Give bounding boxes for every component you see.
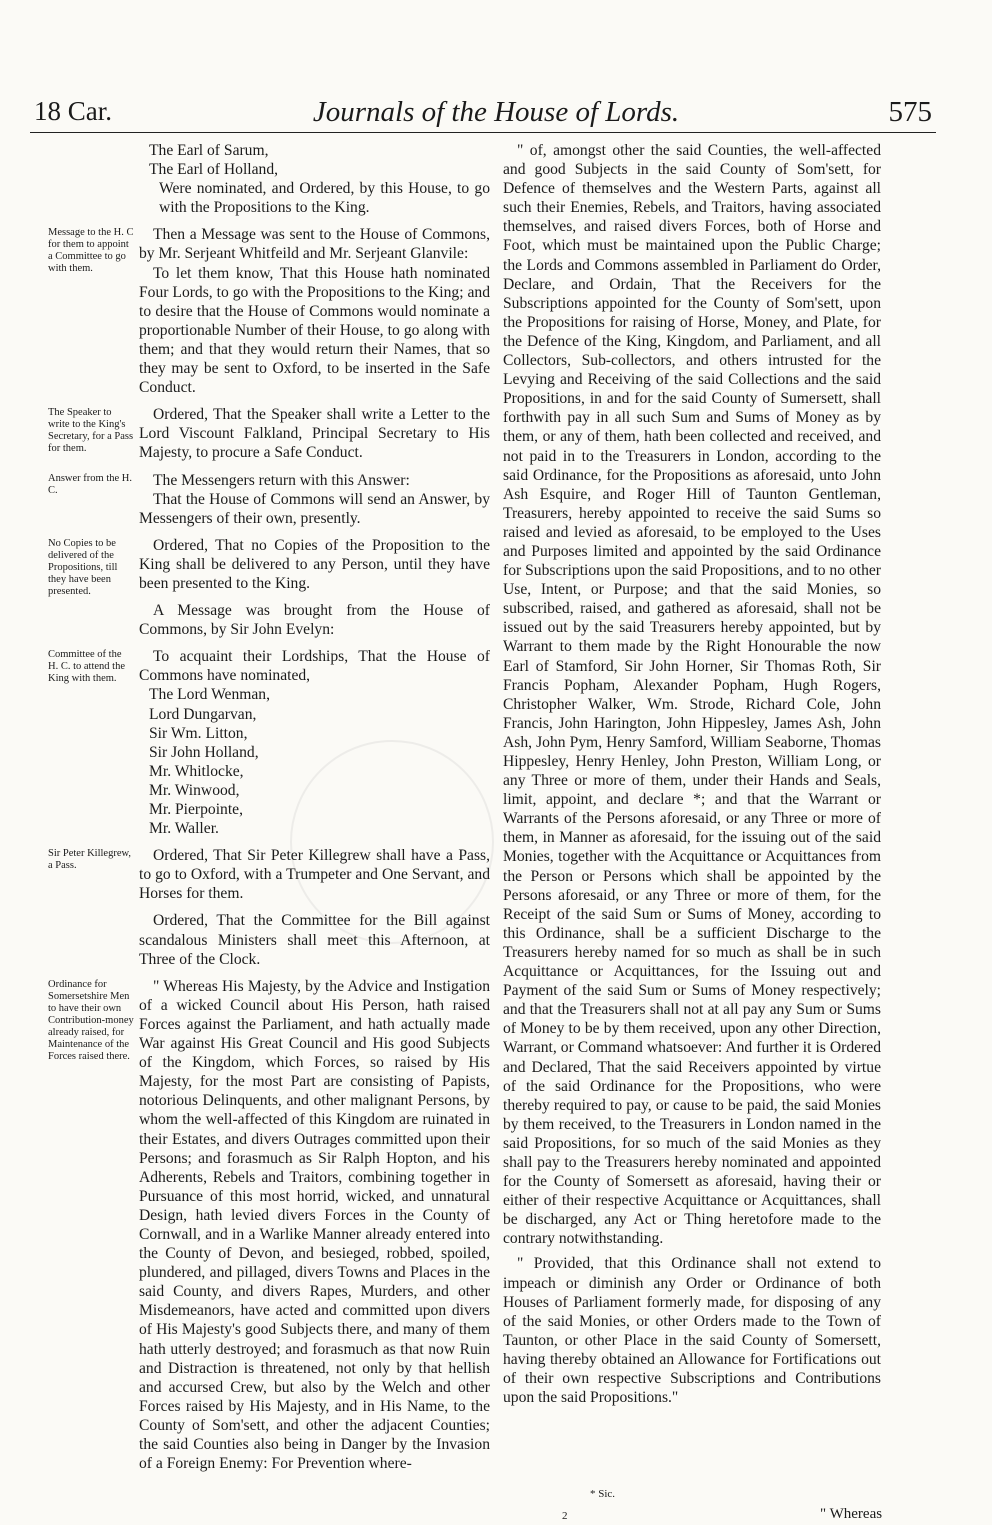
journal-entry <box>48 601 490 639</box>
running-header <box>0 96 992 130</box>
nominee-name: Mr. Whitlocke, <box>149 762 244 780</box>
nominee-name: Lord Dungarvan, <box>149 705 257 723</box>
margin-note: No Copies to be delivered of the Propositions, till they have been presented. <box>48 537 118 597</box>
signature-mark: 2 <box>562 1510 568 1522</box>
entry-paragraph: Ordered, That the Speaker shall write a Letter to the Lord Viscount Falkland, Principal Secretary to His Majesty, to procure a Safe Conduct. <box>139 406 490 462</box>
nominee-name: Sir John Holland, <box>149 743 259 761</box>
margin-note: Sir Peter Killegrew, a Pass. <box>48 848 132 872</box>
margin-note: The Speaker to write to the King's Secretary, for a Pass for them. <box>48 407 134 455</box>
header-rule <box>30 132 936 133</box>
journal-entry <box>48 846 490 903</box>
nominee-name: The Earl of Sarum, <box>149 142 269 159</box>
footnote: * Sic. <box>590 1488 616 1500</box>
nominee-name: Mr. Winwood, <box>149 781 240 799</box>
journal-title: Journals of the House of Lords. <box>312 96 680 128</box>
page-number: 575 <box>888 96 932 128</box>
nominee-name: The Earl of Holland, <box>149 161 279 179</box>
entry-paragraph: Were nominated, and Ordered, by this House, to go with the Propositions to the King. <box>159 180 490 217</box>
entry-paragraph: Ordered, That no Copies of the Proposition to the King shall be delivered to any Person, until they have been presented to the King. <box>139 536 490 592</box>
right-column <box>503 141 881 1413</box>
journal-entry <box>48 141 490 217</box>
margin-note: Message to the H. C for them to appoint a Committee to go with them. <box>48 227 134 275</box>
ordinance-paragraph: " Provided, that this Ordinance shall not extend to impeach or diminish any Order or Ordinance of both Houses of Parliament formerly made, for disposing of any of the said Monies, or other Orders made to the Town of Taunton, or other Place in the said County of Somersett, having thereby obtained an Allowance for Fortifications out of their own respective Subscriptions and Contributions upon the said Propositions." <box>503 1255 881 1407</box>
journal-entry <box>48 647 490 838</box>
nominee-name: The Lord Wenman, <box>149 686 271 704</box>
margin-note: Ordinance for Somersetshire Men to have their own Contribution-money already raised, for Maintenance of the Forces raised there. <box>48 978 134 1062</box>
journal-entry <box>48 977 490 1473</box>
margin-note: Committee of the H. C. to attend the King with them. <box>48 649 125 685</box>
entry-paragraph: Then a Message was sent to the House of Commons, by Mr. Serjeant Whitfeild and Mr. Serjeant Glanvile: <box>139 226 490 263</box>
catchword: " Whereas <box>820 1506 883 1522</box>
journal-entry <box>48 471 490 528</box>
journal-entry <box>48 405 490 462</box>
entry-paragraph: The Messengers return with this Answer: <box>153 471 410 489</box>
journal-entry <box>48 911 490 968</box>
journal-entry <box>48 225 490 397</box>
ordinance-paragraph: " of, amongst other the said Counties, the well-affected and good Subjects in the said County of Som'sett, for Defence of themselves and the Western Parts, against all such their Enemies, Rebels, and Traitors, having associated themselves, and raised divers Forces, both of Horse and Foot, which must be maintained upon the Public Charge; the Lords and Commons assembled in Parliament do Order, Declare, and Ordain, That the Receivers for the Subscriptions appointed for the County of Som'sett, upon the Propositions for raising of Horse, Money, and Plate, for the Defence of the King, Kingdom, and Parliament, and all Collectors, Sub-collectors, and others intrusted for the Levying and Receiving of the said Collections and the said Propositions, in and for the said County of Sumersett, shall forthwith pay in all such Sum and Sums of Money as by them, or any of them, hath been collected and received, and not paid in to the Treasurers in London, according to the said Ordinance, for the Propositions as aforesaid, unto John Ash Esquire, and Roger Hill of Taunton Gentleman, Treasurers, hereby appointed to receive the said Sums so raised and levied as aforesaid, to be employed to the Uses and Purposes limited and appointed by the said Ordinance for Subscriptions upon the said Propositions, and to no other Use, Intent, or Purpose; and that the said Monies, so subscribed, raised, and gathered as aforesaid, shall not be issued out by the said Treasurers hereby appointed, but by Warrant to them made by the Right Honourable the now Earl of Stamford, Sir John Horner, Sir Thomas Roth, Sir Francis Popham, Alexander Popham, Hugh Rogers, Christopher Walker, Wm. Strode, Richard Cole, John Francis, John Harington, John Hippesley, James Ash, John Ash, John Pym, Henry Samford, William Seaborne, Thomas Hippesley, Henry Henley, John Preston, William Long, or any Three or more of them, under their Hands and Seals, limit, appoint, and declare *; and that the Warrant or Warrants of the Persons aforesaid, or any Three or more of them, in Manner as aforesaid, for the issuing out of the said Monies, together with the Acquittance or Acquittances from the Person or Persons which shall be appointed by the Persons aforesaid, or any Three or more of them, for the Receipt of the said Sum or Sums of Money, according to this Ordinance, shall be a sufficient Discharge to the Treasurers hereby named for so much as shall be in such Acquittance or Acquittances, for the Issuing out and Payment of the said Sum or Sums of Money respectively; and that the Treasurers shall not at all pay any Sum or Sums of Money to be by them received, upon any other Direction, Warrant, or Command whatsoever: And further it is Ordered and Declared, That the said Receivers appointed by virtue of the said Ordinance for the Propositions, who were thereby required to pay, or cause to be paid, the said Monies by them received, to the Treasurers in London named in the said Propositions, for so much of the said Monies as they shall pay to the Treasurers hereby nominated and appointed for the County of Somersett as aforesaid, having their or either of their respective Acquittance or Acquittances, shall be discharged, any Act or Thing heretofore made to the contrary notwithstanding. <box>503 142 881 1248</box>
margin-note: Answer from the H. C. <box>48 472 132 496</box>
journal-entry <box>48 536 490 597</box>
entry-paragraph: Ordered, That Sir Peter Killegrew shall have a Pass, to go to Oxford, with a Trumpeter and One Servant, and Horses for them. <box>139 847 490 903</box>
regnal-year: 18 Car. <box>34 96 112 126</box>
entry-paragraph: " Whereas His Majesty, by the Advice and Instigation of a wicked Council about His Person, hath raised Forces against the Parliament, and hath actually made War against His Great Council and His good Subjects of the Kingdom, which Forces, so raised by His Majesty, for the most Part are consisting of Papists, notorious Delinquents, and other malignant Persons, by whom the well-affected of this Kingdom are ruinated in their Estates, and divers Outrages committed upon their Persons; and forasmuch as Sir Ralph Hopton, and his Adherents, Rebels and Traitors, combining together in Pursuance of this most horrid, wicked, and unnatural Design, hath levied divers Forces in the County of Cornwall, and in a Warlike Manner already entered into the County of Devon, and besieged, robbed, spoiled, plundered, and pillaged, divers Towns and Places in the said County, and divers Rapes, Murders, and other Misdemeanors, have acted and committed upon divers of His Majesty's good Subjects there, and many of them hath utterly destroyed; and forasmuch as that now Ruin and Distraction is threatened, not only by that hellish and accursed Crew, but also by the Welch and other Forces raised by His Majesty, and in His Name, to the County of Som'sett, and other the adjacent Counties; the said Counties also being in Danger by the Invasion of a Foreign Enemy: For Prevention where- <box>139 977 490 1473</box>
entry-paragraph: Ordered, That the Committee for the Bill against scandalous Ministers shall meet this Afternoon, at Three of the Clock. <box>139 912 490 968</box>
entry-paragraph: That the House of Commons will send an Answer, by Messengers of their own, presently. <box>139 490 490 527</box>
nominee-name: Mr. Pierpointe, <box>149 801 243 818</box>
entry-paragraph: To let them know, That this House hath nominated Four Lords, to go with the Propositions to the King; and to desire that the House of Commons would nominate a proportionable Number of their House, to go along with them; and that they would return their Names, that so they may be sent to Oxford, to be inserted in the Safe Conduct. <box>139 264 490 397</box>
entry-paragraph: A Message was brought from the House of Commons, by Sir John Evelyn: <box>139 602 490 639</box>
nominee-name: Mr. Waller. <box>149 820 219 838</box>
nominee-name: Sir Wm. Litton, <box>149 724 248 742</box>
left-column <box>48 141 490 1481</box>
entry-paragraph: To acquaint their Lordships, That the House of Commons have nominated, <box>139 648 490 685</box>
